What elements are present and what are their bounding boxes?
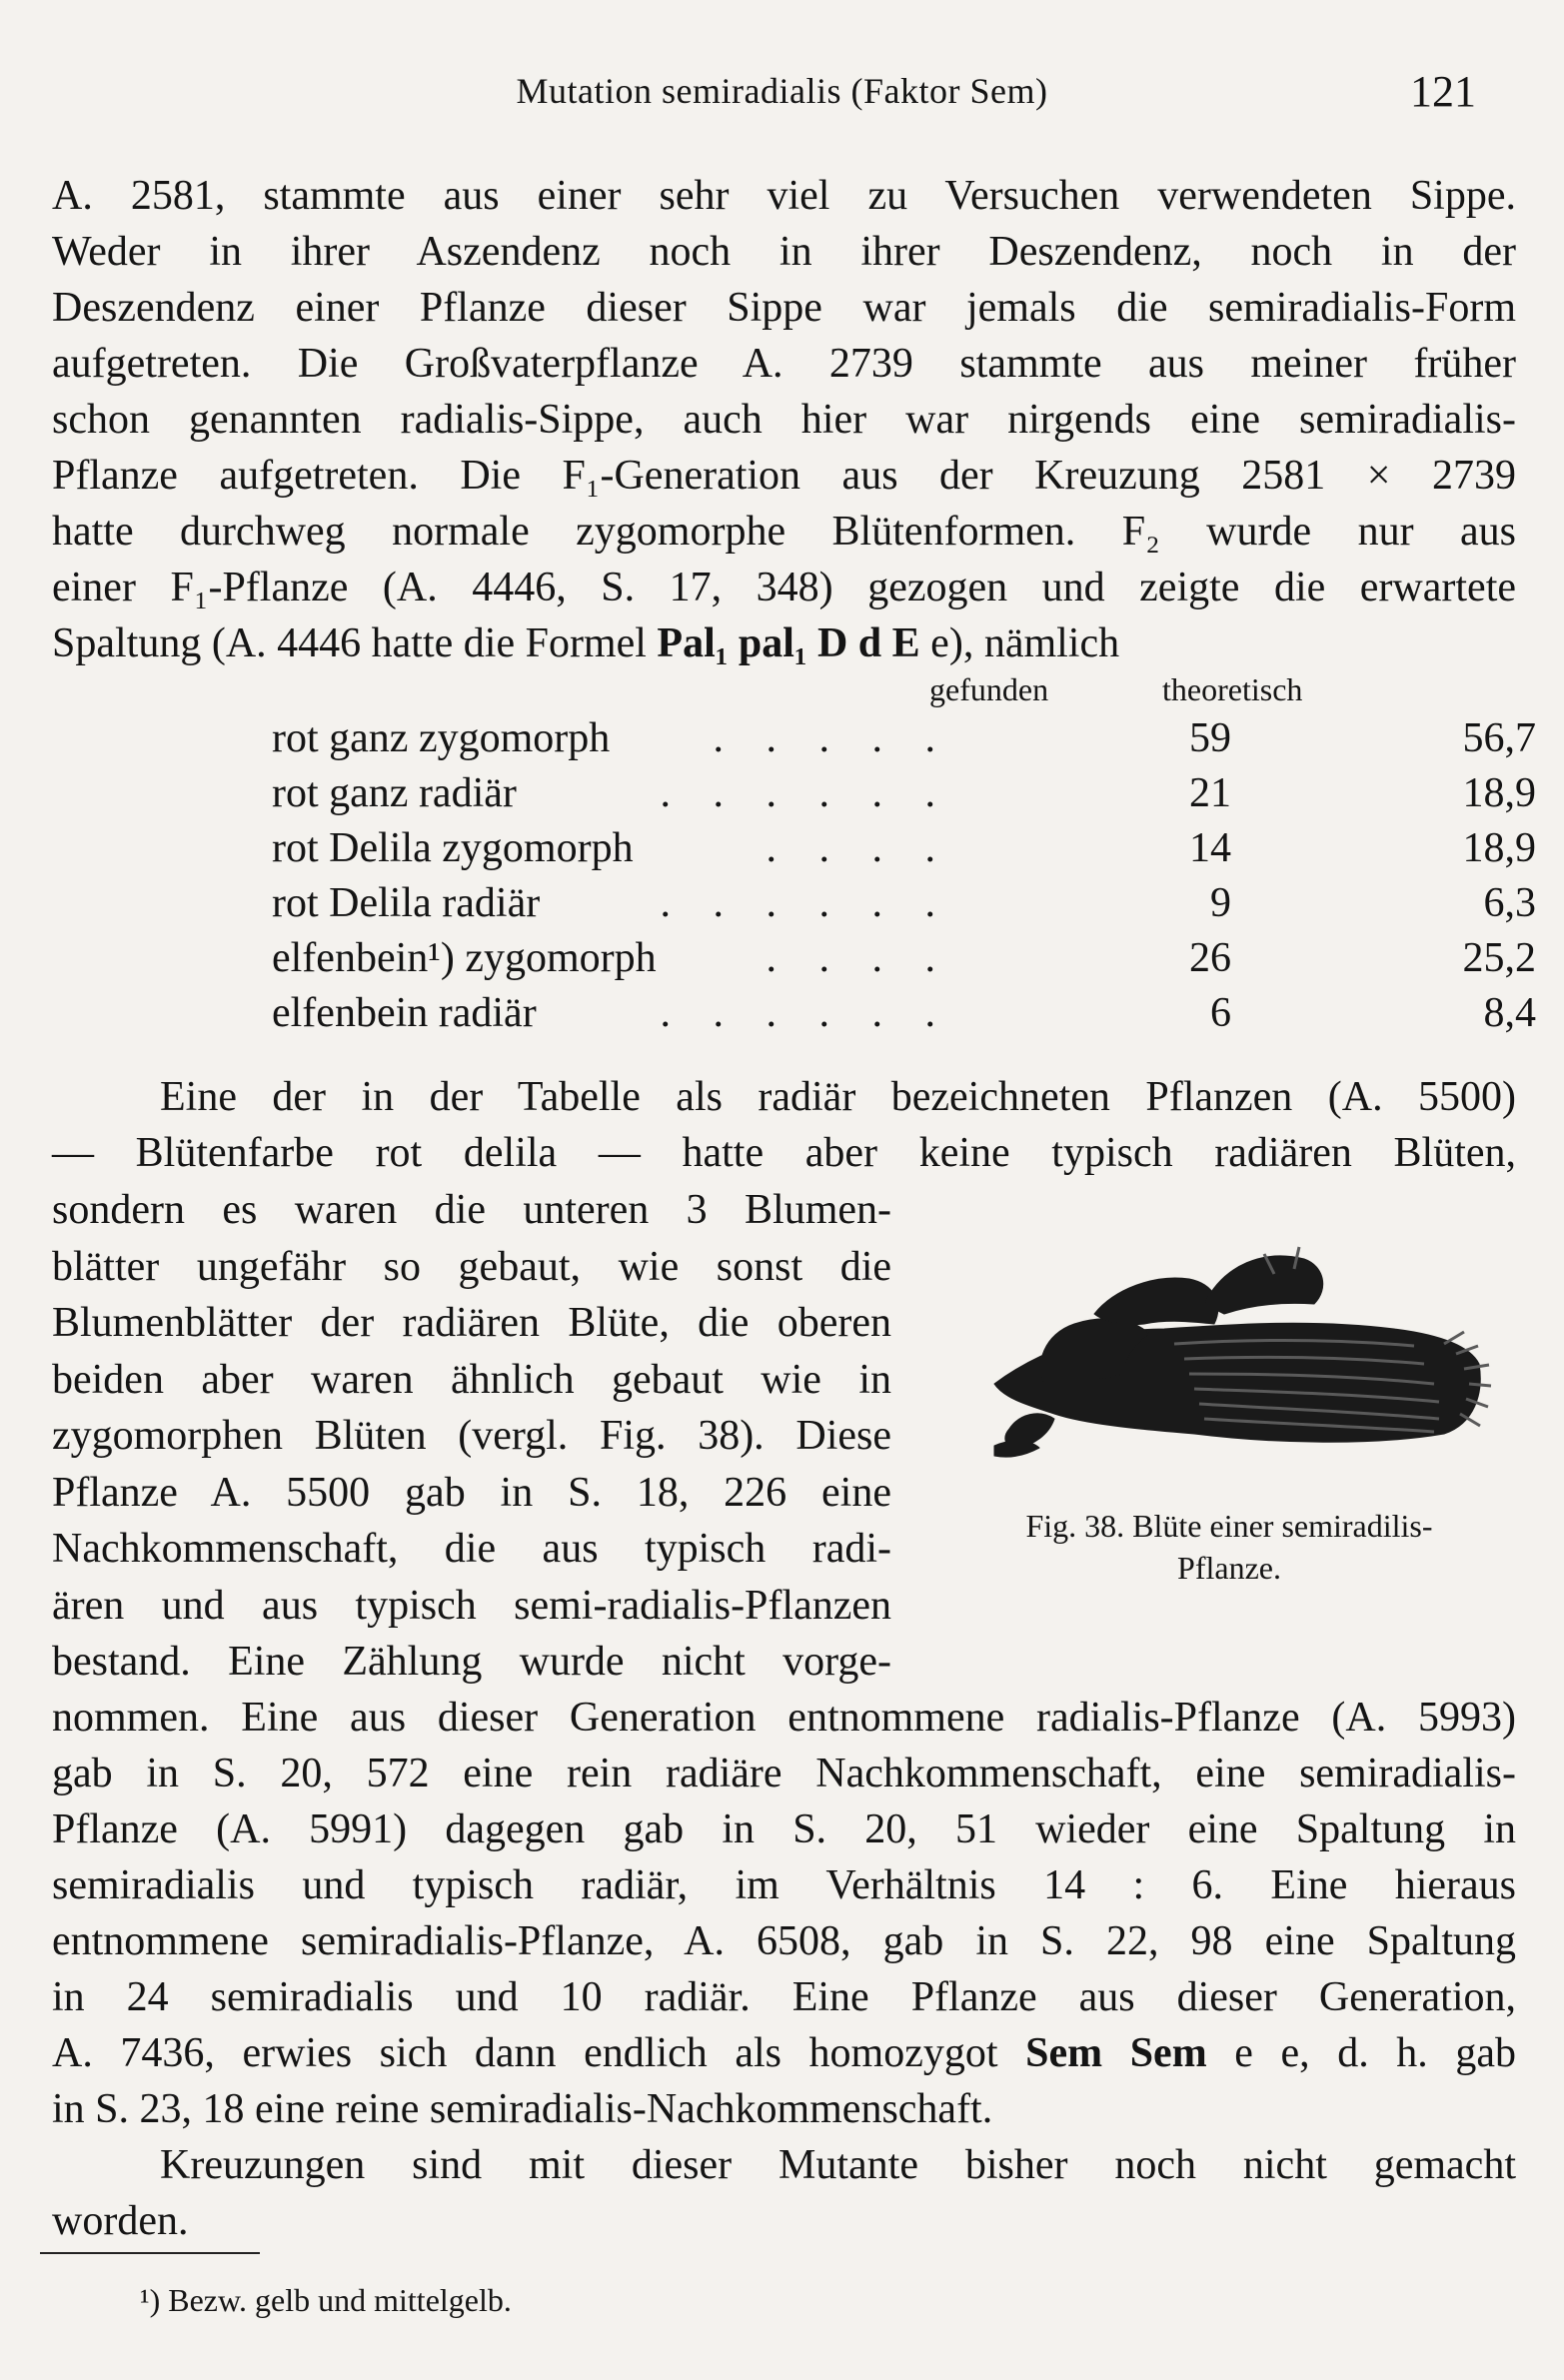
leader-dots: . . . . . . bbox=[660, 990, 951, 1036]
found-value: 59 bbox=[1189, 715, 1231, 761]
text-line: Pflanze A. 5500 gab in S. 18, 226 eine bbox=[52, 1469, 891, 1516]
table-row bbox=[272, 934, 1536, 989]
row-label: rot ganz radiär bbox=[272, 770, 517, 816]
text-line-formula bbox=[52, 615, 1516, 671]
running-title: Mutation semiradialis (Faktor Sem) bbox=[516, 71, 1048, 111]
paragraph-3 bbox=[52, 2137, 1516, 2249]
text-line: sondern es waren die unteren 3 Blumen- bbox=[52, 1187, 891, 1233]
text-line: worden. bbox=[52, 2198, 189, 2244]
column-header-theoretical: theoretisch bbox=[1162, 671, 1303, 707]
leader-dots: . . . . . . bbox=[660, 770, 951, 816]
footnote-rule bbox=[40, 2252, 260, 2254]
table-row bbox=[272, 769, 1536, 824]
text-line: ären und aus typisch semi-radialis-Pflanzen bbox=[52, 1582, 891, 1629]
table-row bbox=[272, 824, 1536, 879]
text-line: — Blütenfarbe rot delila — hatte aber keine typisch radiären Blüten, bbox=[52, 1130, 1516, 1176]
leader-dots: . . . . . bbox=[713, 715, 951, 761]
text-line: Pflanze (A. 5991) dagegen gab in S. 20, 51 wieder eine Spaltung in bbox=[52, 1806, 1516, 1852]
text-line: aufgetreten. Die Großvaterpflanze A. 2739 stammte aus meiner früher bbox=[52, 341, 1516, 387]
text-line: einer F₁-Pflanze (A. 4446, S. 17, 348) gezogen und zeigte die erwartete bbox=[52, 565, 1516, 610]
theoretical-value: 18,9 bbox=[1462, 825, 1536, 871]
text-line: schon genannten radialis-Sippe, auch hier war nirgends eine semiradialis- bbox=[52, 397, 1516, 443]
text-segment: ), nämlich bbox=[948, 620, 1120, 666]
text-segment: Spaltung (A. 4446 hatte die Formel bbox=[52, 620, 658, 666]
text-line: hatte durchweg normale zygomorphe Blütenformen. F₂ wurde nur aus bbox=[52, 509, 1516, 555]
flower-illustration bbox=[974, 1234, 1494, 1474]
found-value: 26 bbox=[1189, 935, 1231, 981]
text-line: Pflanze aufgetreten. Die F₁-Generation aus der Kreuzung 2581 × 2739 bbox=[52, 453, 1516, 499]
page-number: 121 bbox=[1410, 67, 1476, 116]
found-value: 21 bbox=[1189, 770, 1231, 816]
theoretical-value: 6,3 bbox=[1483, 880, 1536, 926]
table-row bbox=[272, 879, 1536, 934]
footnote-text: Bezw. gelb und mittelgelb. bbox=[160, 2282, 512, 2318]
leader-dots: . . . . bbox=[766, 935, 951, 981]
text-line: A. 2581, stammte aus einer sehr viel zu Versuchen verwendeten Sippe. bbox=[52, 173, 1516, 219]
text-line: Deszendenz einer Pflanze dieser Sippe war jemals die semiradialis-Form bbox=[52, 285, 1516, 331]
genetic-formula: Sem Sem bbox=[1025, 2030, 1207, 2076]
footnote-marker: ¹) bbox=[140, 2282, 161, 2318]
text-line: Weder in ihrer Aszendenz noch in ihrer Deszendenz, noch in der bbox=[52, 229, 1516, 275]
leader-dots: . . . . bbox=[766, 825, 951, 871]
row-label: elfenbein¹) zygomorph bbox=[272, 935, 657, 981]
figure-caption bbox=[929, 1505, 1529, 1589]
text-line: Nachkommenschaft, die aus typisch radi- bbox=[52, 1526, 891, 1572]
text-line: bestand. Eine Zählung wurde nicht vorge- bbox=[52, 1639, 891, 1685]
row-label: rot Delila zygomorph bbox=[272, 825, 634, 871]
text-line: Blumenblätter der radiären Blüte, die oberen bbox=[52, 1300, 891, 1346]
theoretical-value: 18,9 bbox=[1462, 770, 1536, 816]
paragraph-2-narrow bbox=[52, 1182, 891, 1691]
text-line: nommen. Eine aus dieser Generation entnommene radialis-Pflanze (A. 5993) bbox=[52, 1695, 1516, 1741]
text-line: semiradialis und typisch radiär, im Verhältnis 14 : 6. Eine hieraus bbox=[52, 1862, 1516, 1908]
paragraph-2-intro bbox=[52, 1069, 1516, 1181]
table-row bbox=[272, 989, 1536, 1044]
text-line: Eine der in der Tabelle als radiär bezeichneten Pflanzen (A. 5500) bbox=[160, 1074, 1516, 1120]
paragraph-1 bbox=[52, 168, 1516, 671]
column-header-found: gefunden bbox=[929, 671, 1049, 707]
found-value: 9 bbox=[1210, 880, 1231, 926]
footnote bbox=[140, 2282, 512, 2319]
theoretical-value: 8,4 bbox=[1483, 990, 1536, 1036]
text-line: in 24 semiradialis und 10 radiär. Eine Pflanze aus dieser Generation, bbox=[52, 1974, 1516, 2020]
text-line: blätter ungefähr so gebaut, wie sonst die bbox=[52, 1243, 891, 1290]
text-line: in S. 23, 18 eine reine semiradialis-Nachkommenschaft. bbox=[52, 2086, 993, 2132]
row-label: rot ganz zygomorph bbox=[272, 715, 611, 761]
text-line: gab in S. 20, 572 eine rein radiäre Nachkommenschaft, eine semiradialis- bbox=[52, 1751, 1516, 1796]
text-line-formula bbox=[52, 2025, 1516, 2081]
text-line: zygomorphen Blüten (vergl. Fig. 38). Diese bbox=[52, 1413, 891, 1459]
text-segment: e e, d. h. gab bbox=[1206, 2030, 1516, 2076]
running-header bbox=[40, 62, 1524, 122]
text-line: Kreuzungen sind mit dieser Mutante bisher noch nicht gemacht bbox=[160, 2142, 1516, 2188]
paragraph-2-continued bbox=[52, 1690, 1516, 2137]
text-line: entnommene semiradialis-Pflanze, A. 6508, gab in S. 22, 98 eine Spaltung bbox=[52, 1918, 1516, 1964]
row-label: elfenbein radiär bbox=[272, 990, 537, 1036]
theoretical-value: 56,7 bbox=[1462, 715, 1536, 761]
row-label: rot Delila radiär bbox=[272, 880, 541, 926]
leader-dots: . . . . . . bbox=[660, 880, 951, 926]
found-value: 6 bbox=[1210, 990, 1231, 1036]
text-line: beiden aber waren ähnlich gebaut wie in bbox=[52, 1356, 891, 1403]
caption-line: Fig. 38. Blüte einer semiradilis- bbox=[1025, 1508, 1433, 1544]
theoretical-value: 25,2 bbox=[1462, 935, 1536, 981]
genetic-formula: Pal₁ pal₁ D d E bbox=[657, 620, 920, 666]
found-value: 14 bbox=[1189, 825, 1231, 871]
table-row bbox=[272, 714, 1536, 769]
caption-line: Pflanze. bbox=[1177, 1550, 1281, 1586]
formula-tail: e bbox=[930, 620, 949, 666]
text-segment: A. 7436, erwies sich dann endlich als homozygot bbox=[52, 2030, 1026, 2076]
